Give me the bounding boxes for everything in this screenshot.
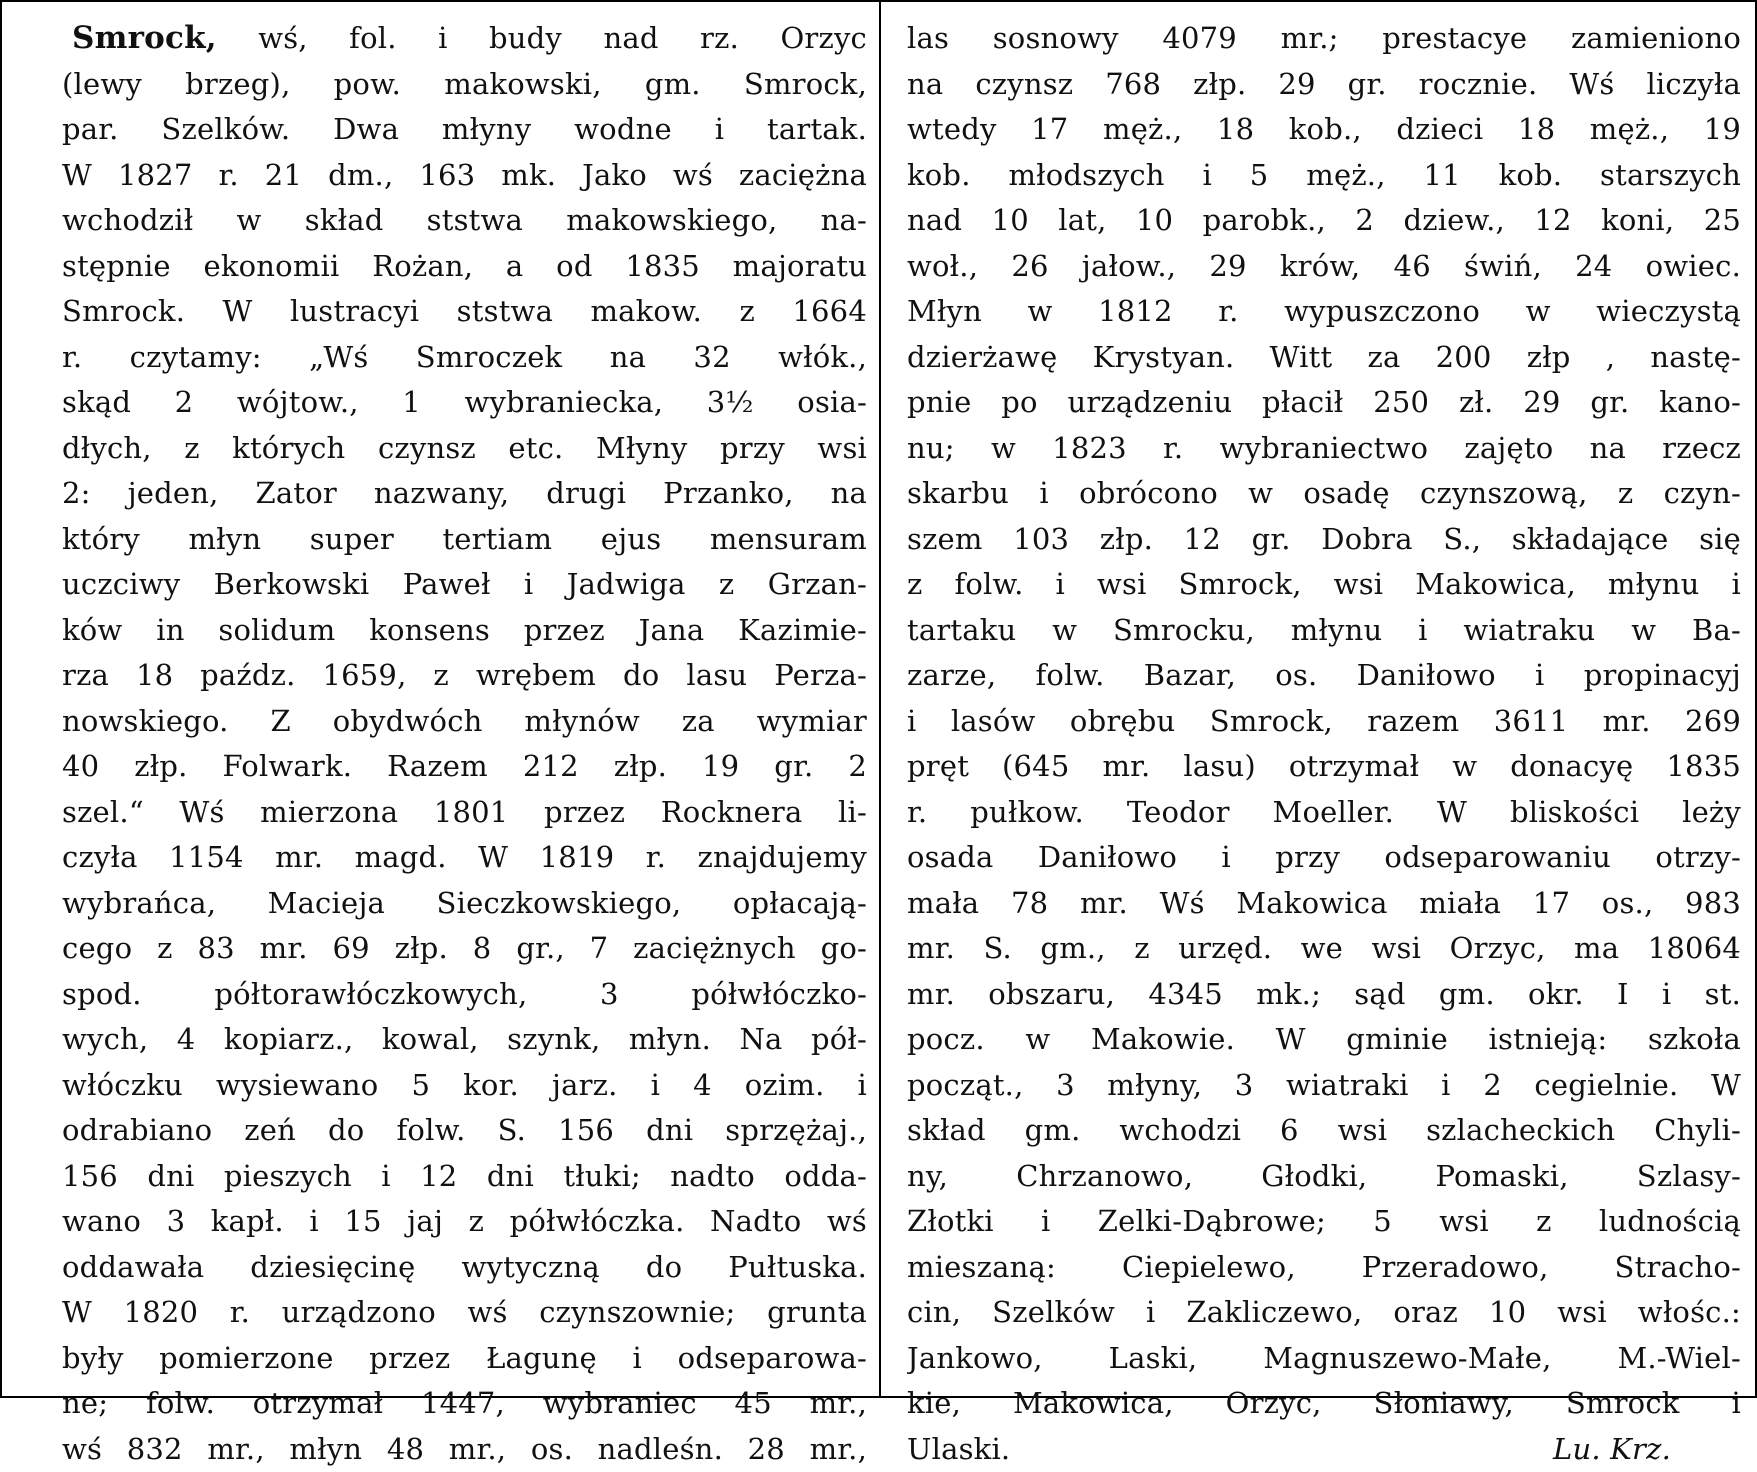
entry-headword: Smrock, [72,20,217,56]
text-line: nowskiego. Z obydwóch młynów za wymiar [62,699,867,745]
text-line: z folw. i wsi Smrock, wsi Makowica, młynu i [907,562,1741,608]
author-signature: Lu. Krz. [1553,1427,1671,1472]
text-line: osada Daniłowo i przy odseparowaniu otrzy- [907,835,1741,881]
text-line: kie, Makowica, Orzyc, Słoniawy, Smrock i [907,1381,1741,1427]
text-line: W 1820 r. urządzono wś czynszownie; grunta [62,1290,867,1336]
text-line: wano 3 kapł. i 15 jaj z półwłóczka. Nadto wś [62,1199,867,1245]
text-line: mała 78 mr. Wś Makowica miała 17 os., 983 [907,881,1741,927]
text-line: ny, Chrzanowo, Głodki, Pomaski, Szlasy- [907,1154,1741,1200]
text-line: były pomierzone przez Łagunę i odseparowa- [62,1336,867,1382]
text-line: cego z 83 mr. 69 złp. 8 gr., 7 zaciężnych go- [62,926,867,972]
final-line-text: Ulaski. [907,1432,1010,1466]
text-line: pnie po urządzeniu płacił 250 zł. 29 gr. kano- [907,380,1741,426]
text-line: pocz. w Makowie. W gminie istnieją: szkoła [907,1017,1741,1063]
text-line: wś 832 mr., młyn 48 mr., os. nadleśn. 28 mr., [62,1427,867,1472]
final-line [907,1427,1741,1472]
text-line: mr. S. gm., z urzęd. we wsi Orzyc, ma 18064 [907,926,1741,972]
text-line: szem 103 złp. 12 gr. Dobra S., składające się [907,517,1741,563]
text-line: wybrańca, Macieja Sieczkowskiego, opłacają- [62,881,867,927]
text-line: zarze, folw. Bazar, os. Daniłowo i propinacyj [907,653,1741,699]
text-line: ków in solidum konsens przez Jana Kazimie- [62,608,867,654]
text-line [62,16,867,62]
text-line: wtedy 17 męż., 18 kob., dzieci 18 męż., 19 [907,107,1741,153]
text-line: 2: jeden, Zator nazwany, drugi Przanko, na [62,471,867,517]
text-line: cin, Szelków i Zakliczewo, oraz 10 wsi włośc.: [907,1290,1741,1336]
text-line: dłych, z których czynsz etc. Młyny przy wsi [62,426,867,472]
text-line: wchodził w skład ststwa makowskiego, na- [62,198,867,244]
left-column [2,2,879,1396]
text-line: uczciwy Berkowski Paweł i Jadwiga z Grzan- [62,562,867,608]
text-line: rza 18 paźdz. 1659, z wrębem do lasu Perza- [62,653,867,699]
text-line: ne; folw. otrzymał 1447, wybraniec 45 mr., [62,1381,867,1427]
text-line: szel.“ Wś mierzona 1801 przez Rocknera li- [62,790,867,836]
text-line: Młyn w 1812 r. wypuszczono w wieczystą [907,289,1741,335]
right-column [881,2,1755,1396]
text-line: woł., 26 jałow., 29 krów, 46 świń, 24 owiec. [907,244,1741,290]
text-line: mr. obszaru, 4345 mk.; sąd gm. okr. I i st. [907,972,1741,1018]
text-line: Jankowo, Laski, Magnuszewo-Małe, M.-Wiel- [907,1336,1741,1382]
text-line: odrabiano zeń do folw. S. 156 dni sprzężaj., [62,1108,867,1154]
text-line: skąd 2 wójtow., 1 wybraniecka, 3½ osia- [62,380,867,426]
text-line: las sosnowy 4079 mr.; prestacye zamieniono [907,16,1741,62]
text-line: nu; w 1823 r. wybraniectwo zajęto na rzecz [907,426,1741,472]
text-line: (lewy brzeg), pow. makowski, gm. Smrock, [62,62,867,108]
text-line: tartaku w Smrocku, młynu i wiatraku w Ba- [907,608,1741,654]
text-line: włóczku wysiewano 5 kor. jarz. i 4 ozim. i [62,1063,867,1109]
text-line: stępnie ekonomii Rożan, a od 1835 majoratu [62,244,867,290]
text-line: r. czytamy: „Wś Smroczek na 32 włók., [62,335,867,381]
text-line: nad 10 lat, 10 parobk., 2 dziew., 12 koni, 25 [907,198,1741,244]
text-line: wych, 4 kopiarz., kowal, szynk, młyn. Na pół- [62,1017,867,1063]
headword-continuation: wś, fol. i budy nad rz. Orzyc [258,21,867,55]
text-line: który młyn super tertiam ejus mensuram [62,517,867,563]
text-line: spod. półtorawłóczkowych, 3 półwłóczko- [62,972,867,1018]
text-line: 40 złp. Folwark. Razem 212 złp. 19 gr. 2 [62,744,867,790]
text-line: Smrock. W lustracyi ststwa makow. z 1664 [62,289,867,335]
text-line: na czynsz 768 złp. 29 gr. rocznie. Wś liczyła [907,62,1741,108]
text-line: 156 dni pieszych i 12 dni tłuki; nadto odda- [62,1154,867,1200]
text-line: dzierżawę Krystyan. Witt za 200 złp , nastę- [907,335,1741,381]
text-line: pręt (645 mr. lasu) otrzymał w donacyę 1835 [907,744,1741,790]
text-line: par. Szelków. Dwa młyny wodne i tartak. [62,107,867,153]
text-line: skarbu i obrócono w osadę czynszową, z czyn- [907,471,1741,517]
text-line: kob. młodszych i 5 męż., 11 kob. starszych [907,153,1741,199]
text-line: skład gm. wchodzi 6 wsi szlacheckich Chyli- [907,1108,1741,1154]
text-line: oddawała dziesięcinę wytyczną do Pułtuska. [62,1245,867,1291]
text-line: i lasów obrębu Smrock, razem 3611 mr. 269 [907,699,1741,745]
text-line: mieszaną: Ciepielewo, Przeradowo, Stracho- [907,1245,1741,1291]
text-line: r. pułkow. Teodor Moeller. W bliskości leży [907,790,1741,836]
text-line: począt., 3 młyny, 3 wiatraki i 2 cegielnie. W [907,1063,1741,1109]
text-line: czyła 1154 mr. magd. W 1819 r. znajdujemy [62,835,867,881]
text-line: W 1827 r. 21 dm., 163 mk. Jako wś zaciężna [62,153,867,199]
text-line: Złotki i Zelki-Dąbrowe; 5 wsi z ludnością [907,1199,1741,1245]
